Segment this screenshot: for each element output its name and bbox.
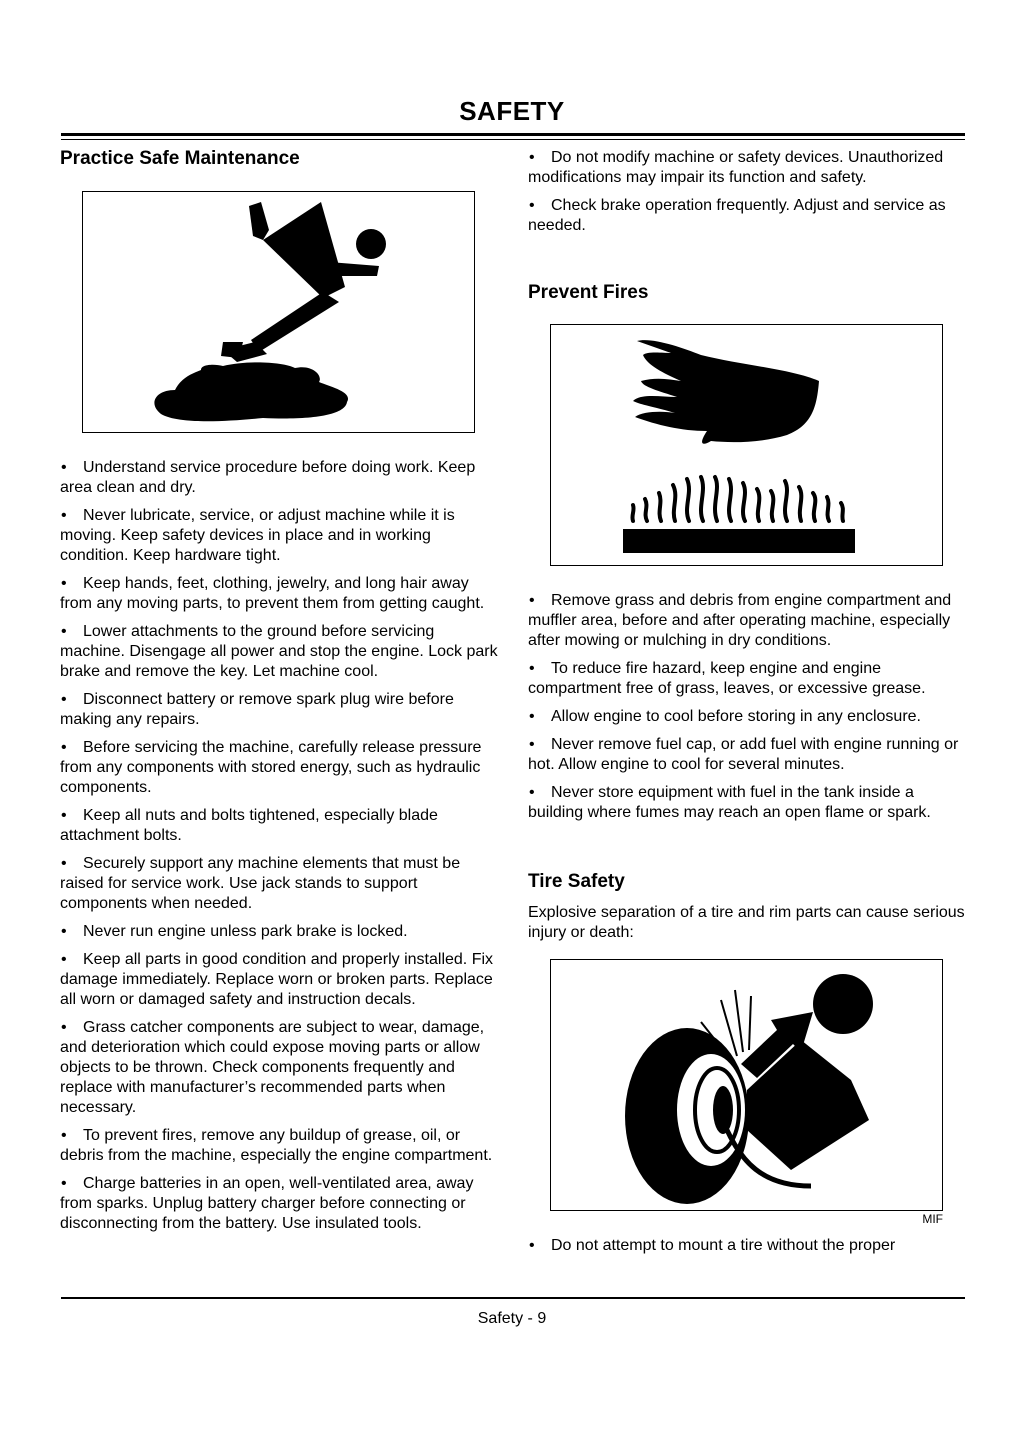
- list-item: • Before servicing the machine, carefully release pressure from any components with stored energy, such as hydraulic components.: [60, 739, 482, 796]
- hot-surface-hand-icon: [551, 325, 942, 565]
- section-heading-fires: Prevent Fires: [528, 282, 649, 303]
- fire-figure: [550, 324, 943, 566]
- list-item: • Check brake operation frequently. Adjust and service as needed.: [528, 197, 946, 234]
- modify-bullets: [528, 148, 965, 236]
- list-item: • Never remove fuel cap, or add fuel with engine running or hot. Allow engine to cool for several minutes.: [528, 736, 959, 773]
- list-item: • Allow engine to cool before storing in any enclosure.: [529, 708, 921, 725]
- section-heading-maintenance: Practice Safe Maintenance: [60, 148, 300, 169]
- tire-figure: [550, 959, 943, 1211]
- list-item: • Charge batteries in an open, well-ventilated area, away from sparks. Unplug battery charger before connecting or disconnecting from the battery. Use insulated tools.: [60, 1175, 474, 1232]
- list-item: • Lower attachments to the ground before servicing machine. Disengage all power and stop the engine. Lock park brake and remove the key. Let machine cool.: [60, 623, 498, 680]
- footer-rule: [61, 1297, 965, 1299]
- list-item: • Understand service procedure before doing work. Keep area clean and dry.: [60, 459, 476, 496]
- tire-bullets: [528, 1236, 965, 1256]
- maintenance-figure: [82, 191, 475, 433]
- list-item: • Never store equipment with fuel in the tank inside a building where fumes may reach an open flame or spark.: [528, 784, 931, 821]
- list-item: • To reduce fire hazard, keep engine and engine compartment free of grass, leaves, or excessive grease.: [528, 660, 926, 697]
- tire-explosion-icon: [551, 960, 942, 1210]
- list-item: • Grass catcher components are subject to wear, damage, and deterioration which could expose moving parts or allow objects to be thrown. Check components frequently and replace with manufacturer’s recommended parts when necessary.: [60, 1019, 485, 1116]
- list-item: • Do not modify machine or safety devices. Unauthorized modifications may impair its function and safety.: [528, 149, 944, 186]
- section-heading-tire: Tire Safety: [528, 871, 625, 892]
- maintenance-bullets: [60, 458, 500, 1234]
- header-rule: [61, 133, 965, 136]
- tire-intro: Explosive separation of a tire and rim parts can cause serious injury or death:: [528, 904, 965, 941]
- list-item: • Keep all parts in good condition and properly installed. Fix damage immediately. Replace worn or broken parts. Replace all worn or damaged safety and instruction decals.: [60, 951, 494, 1008]
- list-item: • Never run engine unless park brake is locked.: [61, 923, 408, 940]
- list-item: • Keep hands, feet, clothing, jewelry, and long hair away from any moving parts, to prevent them from getting caught.: [60, 575, 485, 612]
- fires-bullets: [528, 591, 965, 823]
- list-item: • Remove grass and debris from engine compartment and muffler area, before and after operating machine, especially after mowing or mulching in dry conditions.: [528, 592, 952, 649]
- list-item: • Never lubricate, service, or adjust machine while it is moving. Keep safety devices in place and in working condition. Keep hardware tight.: [60, 507, 455, 564]
- slip-fall-icon: [83, 192, 474, 432]
- page-footer: Safety - 9: [477, 1310, 547, 1327]
- list-item: • Do not attempt to mount a tire without the proper: [529, 1237, 896, 1254]
- list-item: • To prevent fires, remove any buildup of grease, oil, or debris from the machine, especially the engine compartment.: [60, 1127, 493, 1164]
- tire-figure-label: MIF: [922, 1212, 943, 1226]
- list-item: • Securely support any machine elements that must be raised for service work. Use jack stands to support components when needed.: [60, 855, 461, 912]
- header-rule-thin: [61, 139, 965, 140]
- left-column: [60, 146, 500, 1242]
- list-item: • Keep all nuts and bolts tightened, especially blade attachment bolts.: [60, 807, 438, 844]
- right-column: [528, 146, 965, 1264]
- heat-waves: [632, 477, 843, 521]
- list-item: • Disconnect battery or remove spark plug wire before making any repairs.: [60, 691, 454, 728]
- page-title: SAFETY: [459, 96, 565, 126]
